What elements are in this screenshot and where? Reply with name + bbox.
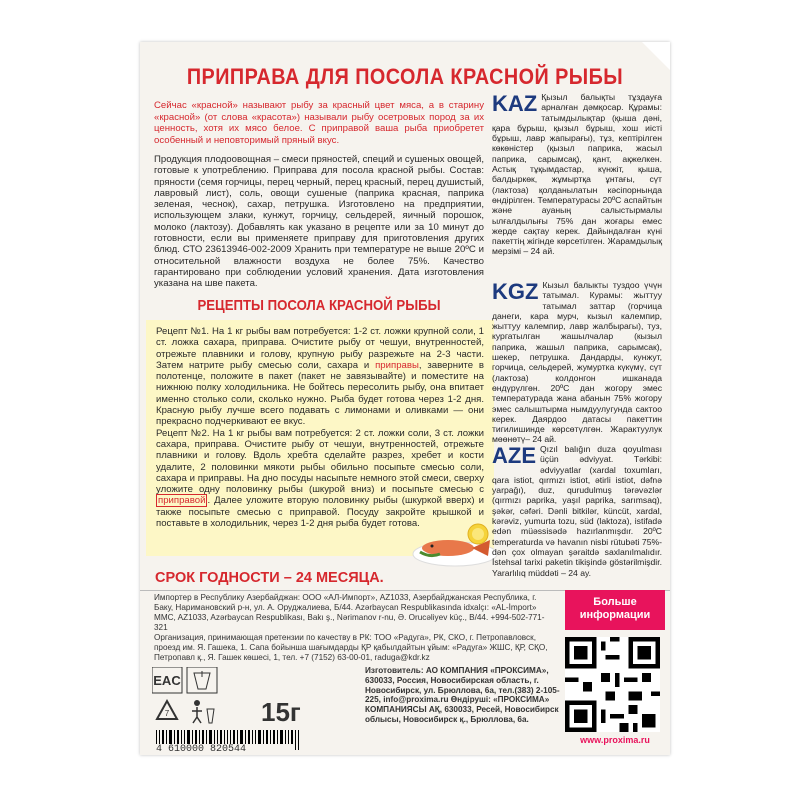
recipe-2-text-b: . Далее уложите вторую половинку рыбы (шкуркой вверх) и также посыпьте смесью с приправой. Посуду закройте крышкой и поставьте в холодильник, через 1-2 дня рыба будет готова. <box>156 495 484 530</box>
intro-text: Сейчас «красной» называют рыбу за красный цвет мяса, а в старину «красной» (от слова «красота») называли рыбу осетровых пород за их ценность, хотя их мясо белое. С приправой ваша рыба приобретет особенный и неповторимый пряный вкус. <box>154 100 484 146</box>
kgz-section <box>492 280 662 445</box>
fish-plate-image <box>410 514 500 569</box>
website-link[interactable]: www.proxima.ru <box>580 735 650 745</box>
recipes-heading: РЕЦЕПТЫ ПОСОЛА КРАСНОЙ РЫБЫ <box>197 297 441 314</box>
product-description: Продукция плодоовощная – смеси пряностей, специй и сушеных овощей, готовые к употреблению. Приправа для посола красной рыбы. Состав: пряности (семя горчицы, перец черный, перец красный, перец душистый, лавровый лист), соль, овощи сушеные (паприка красная, паприка зеленая, чеснок), сахар, петрушка. Изготовлено на предприятии, использующем злаки, кунжут, горчицу, сельдерей, яичный порошок, молоко (лактозу). Добавлять как указано в рецепте или за 10 минут до готовности, если вы применяете приправу для приготовления других блюд. СТО 23613946-002-2009 Хранить при температуре не выше 20ºC и относительной влажности воздуха не более 75%. Качество гарантировано при соблюдении условий хранения. Дата изготовления указана на шве пакета. <box>154 154 484 290</box>
recipe-1-highlight: приправы <box>375 359 419 371</box>
kaz-code: KAZ <box>492 91 538 116</box>
folded-corner <box>642 42 670 70</box>
food-safe-icon <box>187 667 217 693</box>
recipe-1-text: Рецепт №1. На 1 кг рыбы вам потребуется: 1-2 ст. ложки крупной соли, 1 ст. ложка сахара, приправа. Очистите рыбу от чешуи, внутренностей, отрежьте плавники и голову, крупную рыбу разрежьте на 2-3 части. Затем натрите рыбу смесью соли, сахара и <box>156 326 484 371</box>
kgz-code: KGZ <box>492 279 539 304</box>
barcode-number: 4 610000 820544 <box>156 744 247 755</box>
eac-icon <box>152 667 182 693</box>
qr-code[interactable] <box>565 637 660 732</box>
recipe-1-text-b: , заверните в полотенце, положите в пакет (пакет не завязывайте) и поместите на нижнюю полку холодильника. Не бойтесь пересолить рыбу, она впитает именно столько соли, сколько нужно. Рыба будет готова через 1-2 дня. Красную рыбу лучше всего подавать с лимонами и оливками — они прекрасно подчеркивают ее вкус. <box>156 359 484 428</box>
importer-text: Импортер в Республику Азербайджан: ООО «АЛ-Импорт», AZ1033, Азербайджанская Республика, г. Баку, Наримановский р-н, ул. А. Оруджалиева, Б/44. Azərbaycan Respublikasında idxalçı: «AL-İmport» MMC, AZ1033, Azərbaycan Respublikası, Bakı ş., Nərimanov r-nu, Ə. Orucəliyev küç., B/44. +994-502-771-321 <box>154 593 545 632</box>
recipe-2-text: Рецепт №2. На 1 кг рыбы вам потребуется: 2 ст. ложки соли, 3 ст. ложки сахара, приправа. Очистите рыбу от чешуи, внутренностей, отрежьте плавники и голову. Вдоль хребта сделайте разрез, хребет и кости удалите, 2 половинки мякоти рыбы обильно посыпьте смесью соли, сахара и приправы. На дно посуды насыпьте немного этой смеси, сверху уложите одну половинку рыбы (шкурой вниз) и посыпьте смесью с <box>156 427 484 496</box>
svg-text:EAC: EAC <box>153 673 181 688</box>
more-info-banner: Больше информации <box>565 590 665 630</box>
aze-section <box>492 444 662 578</box>
kaz-section <box>492 92 662 257</box>
recycle-icon <box>157 701 177 719</box>
net-weight: 15г <box>261 697 301 727</box>
kgz-text: Кызыл балыкты туздоо үчүн татымал. Курамы: жыттуу татымал заттар (горчица данеги, кара мурч, кызыл калемпир, жыттуу калемпир, лавр жалбырагы), туз, кургатылган жашылчалар (кызыл паприка, жашыл паприка, сарымсак), шекер, петрушка. Дандарды, кунжут, горчица, сельдерей, жумуртка күкүмү, сүт (лактоза) колдонгон ишканада өндүрүлгөн. 20ºC дан жогору эмес температурада жана абанын 75% жогору эмес салыштырма нымдуулугунда сактоо керек. Даярдоо датасы пакеттин тигилишинде көрсөтүлгөн. Жарактуулук мөөнөтү– 24 ай. <box>492 280 662 445</box>
aze-text: Qızıl balığın duza qoyulması üçün ədviyyat. Tərkibi: ədviyyatlar (xardal toxumları, qara istiot, qırmızı istiot, ətirli istiot, dəfnə yarpağı), duz, qurudulmuş tərəvəzlər (qırmızı paprika, yaşıl paprika, sarımsaq), şəkər, cəfəri. Dənli bitkilər, küncüt, xardal, kərəviz, yumurta tozu, süd (laktoza), istifadə edən müəssisədə hazırlanmışdır. 20ºC temperaturda və havanın nisbi rütubəti 75%-dən çox olmayan şəraitdə saxlanılmalıdır. İstehsal tarixi paketin tikişində göstərilmişdir. Yararlılıq müddəti – 24 ay. <box>492 444 662 578</box>
shelf-life: СРОК ГОДНОСТИ – 24 МЕСЯЦА. <box>155 570 384 586</box>
tidy-man-icon <box>192 700 214 723</box>
importer-info <box>154 593 554 663</box>
product-label <box>140 42 670 755</box>
recipe-2-highlight: приправой <box>158 495 206 507</box>
manufacturer-info: Изготовитель: АО КОМПАНИЯ «ПРОКСИМА», 630033, Россия, Новосибирская область, г. Новосибирск, ул. Брюллова, 6а, тел.(383) 2-105-225, info@proxima.ru Өндіруші: «ПРОКСИМА» КОМПАНИЯСЫ АҚ, 630033, Ресей, Новосибирск облысы, Новосибирск қ., Брюллова, 6а. <box>365 666 560 724</box>
product-title: ПРИПРАВА ДЛЯ ПОСОЛА КРАСНОЙ РЫБЫ <box>186 64 624 89</box>
kaz-text: Қызыл балықты тұздауға арналған дәмқосар. Құрамы: татымдылықтар (қыша дәні, қара бұрыш, қызыл бұрыш, хош иісті бұрыш, лавр жапырағы), тұз, кептірілген көкөністер (қызыл паприка, жасыл паприка, сарымсақ), қант, ақжелкен. Астық тұқымдастар, күнжіт, қыша, балдыркөк, жұмыртқа ұнтағы, сүт (лактоза) қолданылатын кәсіпорнында өндірілген. Температурасы 20ºC аспайтын және ауаның салыстырмалы ылғалдылығы 75% дан жоғары емес жерде сақтау керек. Дайындалған күні пакеттің жігінде көрсетілген. Жарамдылық мерзімі – 24 ай. <box>492 92 662 257</box>
svg-text:7: 7 <box>164 709 170 718</box>
claims-text: Организация, принимающая претензии по качеству в РК: ТОО «Радуга», РК, СКО, г. Петропавловск, проезд им. Я. Гашека, 1. Сапа бойынша шағымдарды ҚР қабылдайтын ұйым: «Радуга» ЖШС, ҚР, СҚО, Петропавл қ., Я. Гашек көшесі, 1, тел. +7 (7152) 63-00-01, raduga@kdr.kz <box>154 633 548 662</box>
aze-code: AZE <box>492 443 536 468</box>
